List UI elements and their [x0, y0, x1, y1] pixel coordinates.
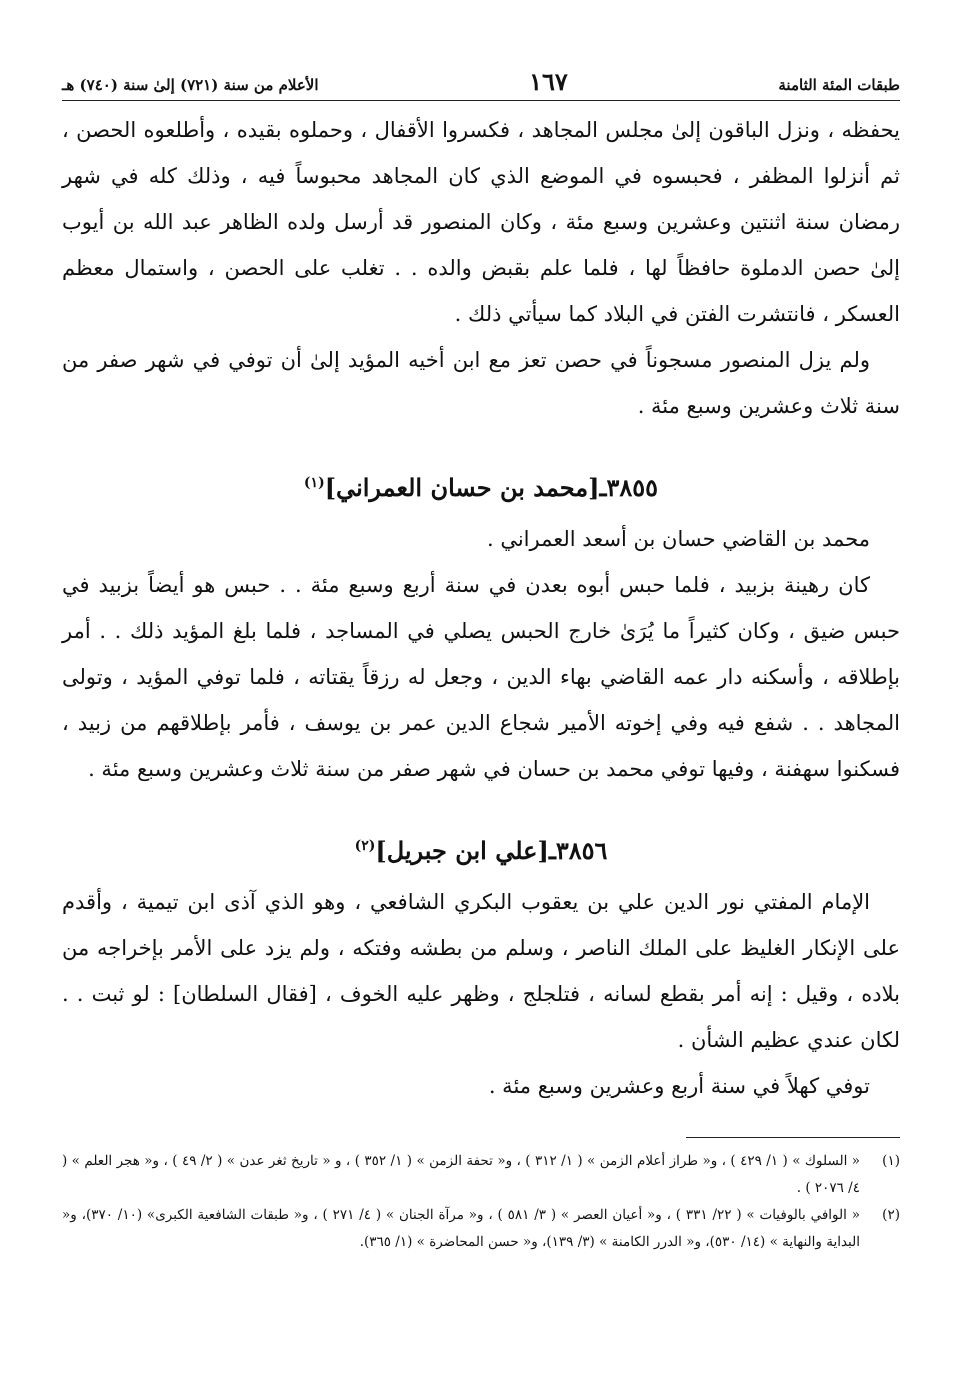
running-header — [62, 67, 900, 101]
header-section-title: طبقات المئة الثامنة — [778, 76, 900, 94]
header-range-title: الأعلام من سنة (٧٢١) إلىٰ سنة (٧٤٠) هـ — [62, 76, 319, 94]
footnote-text: « الوافي بالوفيات » ( ٢٢/ ٣٣١ ) ، و« أعيان العصر » ( ٣/ ٥٨١ ) ، و« مرآة الجنان » ( ٤/ ٢٧١ ) ، و« طبقات الشافعية الكبرى» (١٠/ ٣٧٠)، و« البداية والنهاية » (١٤/ ٥٣٠)، و« الدرر الكامنة » (٣/ ١٣٩)، و« حسن المحاضرة » (١/ ٣٦٥). — [62, 1207, 860, 1250]
entry-number: ٣٨٥٦ — [555, 836, 608, 865]
footnote-number: (٢) — [882, 1207, 900, 1223]
footnote-ref: (١) — [303, 475, 325, 491]
footnotes — [62, 1137, 900, 1256]
body-paragraph: توفي كهلاً في سنة أربع وعشرين وسبع مئة . — [488, 1074, 870, 1098]
footnote-ref: (٢) — [354, 838, 376, 854]
body-paragraph: كان رهينة بزبيد ، فلما حبس أبوه بعدن في سنة أربع وسبع مئة . . حبس هو أيضاً بزبيد في حبس ضيق ، وكان كثيراً ما يُرَىٰ خارج الحبس يصلي في المساجد ، فلما بلغ المؤيد ذلك . . أمر بإطلاقه ، وأسكنه دار عمه القاضي بهاء الدين ، وجعل له رزقاً يقتاته ، فلما توفي المؤيد ، وتولى المجاهد . . شفع فيه وفي إخوته الأمير شجاع الدين عمر بن يوسف ، فأمر بإطلاقهم من زبيد ، فسكنوا سهفنة ، وفيها توفي محمد بن حسان في شهر صفر من سنة ثلاث وعشرين وسبع مئة . — [62, 573, 900, 781]
entry-name: [محمد بن حسان العمراني] — [324, 473, 600, 502]
footnote-number: (١) — [882, 1153, 900, 1169]
footnote-text: « السلوك » ( ١/ ٤٢٩ ) ، و« طراز أعلام الزمن » ( ١/ ٣١٢ ) ، و« تحفة الزمن » ( ١/ ٣٥٢ ) ، و « تاريخ ثغر عدن » ( ٢/ ٤٩ ) ، و« هجر العلم » ( ٤/ ٢٠٧٦ ) . — [62, 1153, 861, 1196]
footnote — [62, 1202, 900, 1256]
entry-heading: ٣٨٥٦ـ[علي ابن جبريل]$^{(٢)}$ — [354, 836, 608, 865]
body-paragraph: ولم يزل المنصور مسجوناً في حصن تعز مع ابن أخيه المؤيد إلىٰ أن توفي في شهر صفر من سنة ثلاث وعشرين وسبع مئة . — [62, 348, 900, 418]
page-number: ١٦٧ — [529, 67, 568, 96]
footnote-divider — [686, 1137, 900, 1138]
entry-heading: ٣٨٥٥ـ[محمد بن حسان العمراني]$^{(١)}$ — [303, 473, 659, 502]
entry-name: [علي ابن جبريل] — [375, 836, 549, 865]
body-paragraph: محمد بن القاضي حسان بن أسعد العمراني . — [486, 527, 870, 551]
entry-number: ٣٨٥٥ — [606, 473, 659, 502]
body-paragraph: يحفظه ، ونزل الباقون إلىٰ مجلس المجاهد ، فكسروا الأقفال ، وحملوه بقيده ، وأطلعوه الحصن ، ثم أنزلوا المظفر ، فحبسوه في الموضع الذي كان المجاهد محبوساً فيه ، وذلك كله في شهر رمضان سنة اثنتين وعشرين وسبع مئة ، وكان المنصور قد أرسل ولده الظاهر عبد الله بن أيوب إلىٰ حصن الدملوة حافظاً لها ، فلما علم بقبض والده . . تغلب على الحصن ، واستمال معظم العسكر ، فانتشرت الفتن في البلاد كما سيأتي ذلك . — [62, 118, 900, 326]
document-page — [62, 67, 900, 1256]
footnote — [62, 1148, 900, 1202]
body-paragraph: الإمام المفتي نور الدين علي بن يعقوب البكري الشافعي ، وهو الذي آذى ابن تيمية ، وأقدم على الإنكار الغليظ على الملك الناصر ، وسلم من بطشه وفتكه ، ولم يزد على الأمر بإخراجه من بلاده ، وقيل : إنه أمر بقطع لسانه ، فتلجلج ، وظهر عليه الخوف ، [فقال السلطان] : لو ثبت . . لكان عندي عظيم الشأن . — [62, 890, 900, 1052]
page-body — [62, 107, 900, 1109]
